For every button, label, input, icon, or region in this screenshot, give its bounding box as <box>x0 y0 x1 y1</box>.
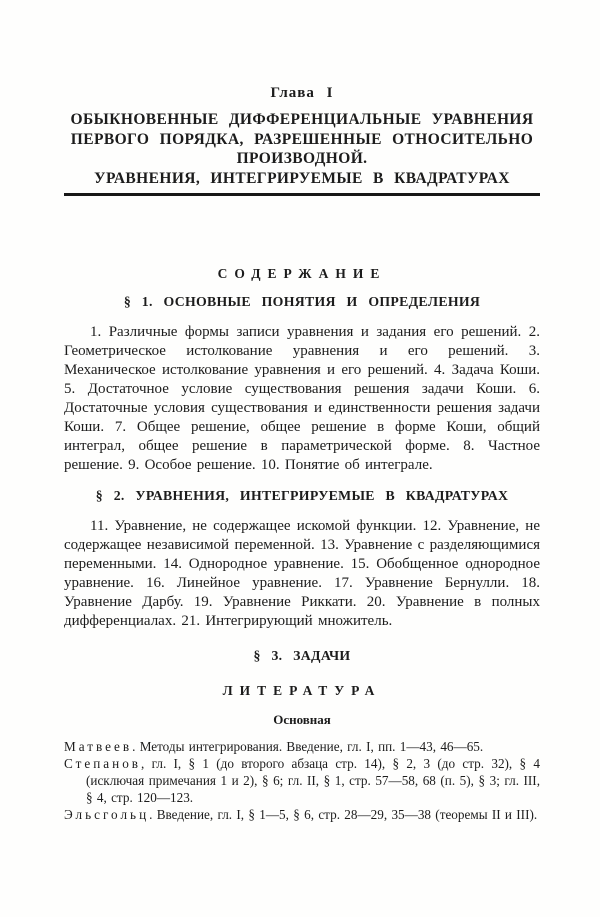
bibliography-text-elsgolts: . Введение, гл. I, § 1—5, § 6, стр. 28—29, 35—38 (теоремы II и III). <box>149 807 538 822</box>
bibliography-author-stepanov: Степанов <box>64 756 142 771</box>
bibliography-text-matveev: . Методы интегрирования. Введение, гл. I, пп. 1—43, 46—65. <box>132 739 484 754</box>
bibliography-entry-elsgolts <box>64 806 540 823</box>
chapter-title <box>64 110 540 188</box>
bibliography-author-matveev: Матвеев <box>64 739 133 754</box>
chapter-label: Глава I <box>270 85 334 101</box>
bibliography-entry-stepanov <box>64 755 540 806</box>
chapter-title-line-3: ПРОИЗВОДНОЙ. <box>236 150 368 167</box>
section-2-heading: § 2. УРАВНЕНИЯ, ИНТЕГРИРУЕМЫЕ В КВАДРАТУРАХ <box>95 488 509 503</box>
chapter-title-line-2: ПЕРВОГО ПОРЯДКА, РАЗРЕШЕННЫЕ ОТНОСИТЕЛЬНО <box>70 130 534 148</box>
section-1-heading: § 1. ОСНОВНЫЕ ПОНЯТИЯ И ОПРЕДЕЛЕНИЯ <box>123 294 481 309</box>
bibliography <box>64 738 540 823</box>
chapter-title-line-4: УРАВНЕНИЯ, ИНТЕГРИРУЕМЫЕ В КВАДРАТУРАХ <box>94 169 510 187</box>
literature-heading: ЛИТЕРАТУРА <box>222 683 382 698</box>
title-divider-rule <box>64 193 540 196</box>
bibliography-author-elsgolts: Эльсгольц <box>64 807 150 822</box>
bibliography-entry-matveev <box>64 738 540 755</box>
section-1-body: 1. Различные формы записи уравнения и задания его решений. 2. Геометрическое истолкование уравнения и его решений. 3. Механическое истолкование уравнения и его решений. 4. Задача Коши. 5. Достаточное условие существования решения задачи Коши. 6. Достаточные условия существования и единственности решения задачи Коши. 7. Общее решение, общее решение в форме Коши, общий интеграл, общее решение в параметрической форме. 8. Частное решение. 9. Особое решение. 10. Понятие об интеграле. <box>64 324 540 473</box>
section-3-heading: § 3. ЗАДАЧИ <box>253 648 351 663</box>
section-2-body: 11. Уравнение, не содержащее искомой функции. 12. Уравнение, не содержащее независимой переменной. 13. Уравнение с разделяющимися переменными. 14. Однородное уравнение. 15. Обобщенное однородное уравнение. 16. Линейное уравнение. 17. Уравнение Бернулли. 18. Уравнение Дарбу. 19. Уравнение Риккати. 20. Уравнение в полных дифференциалах. 21. Интегрирующий множитель. <box>64 518 540 629</box>
contents-heading: СОДЕРЖАНИЕ <box>217 266 387 281</box>
bibliography-text-stepanov: , гл. I, § 1 (до второго абзаца стр. 14), § 2, 3 (до стр. 32), § 4 (исключая примечания 1 и 2), § 6; гл. II, § 1, стр. 57—58, 68 (п. 5), § 3; гл. III, § 4, стр. 120—123. <box>86 756 540 805</box>
literature-subheading: Основная <box>273 712 331 727</box>
chapter-title-line-1: ОБЫКНОВЕННЫЕ ДИФФЕРЕНЦИАЛЬНЫЕ УРАВНЕНИЯ <box>70 111 534 128</box>
